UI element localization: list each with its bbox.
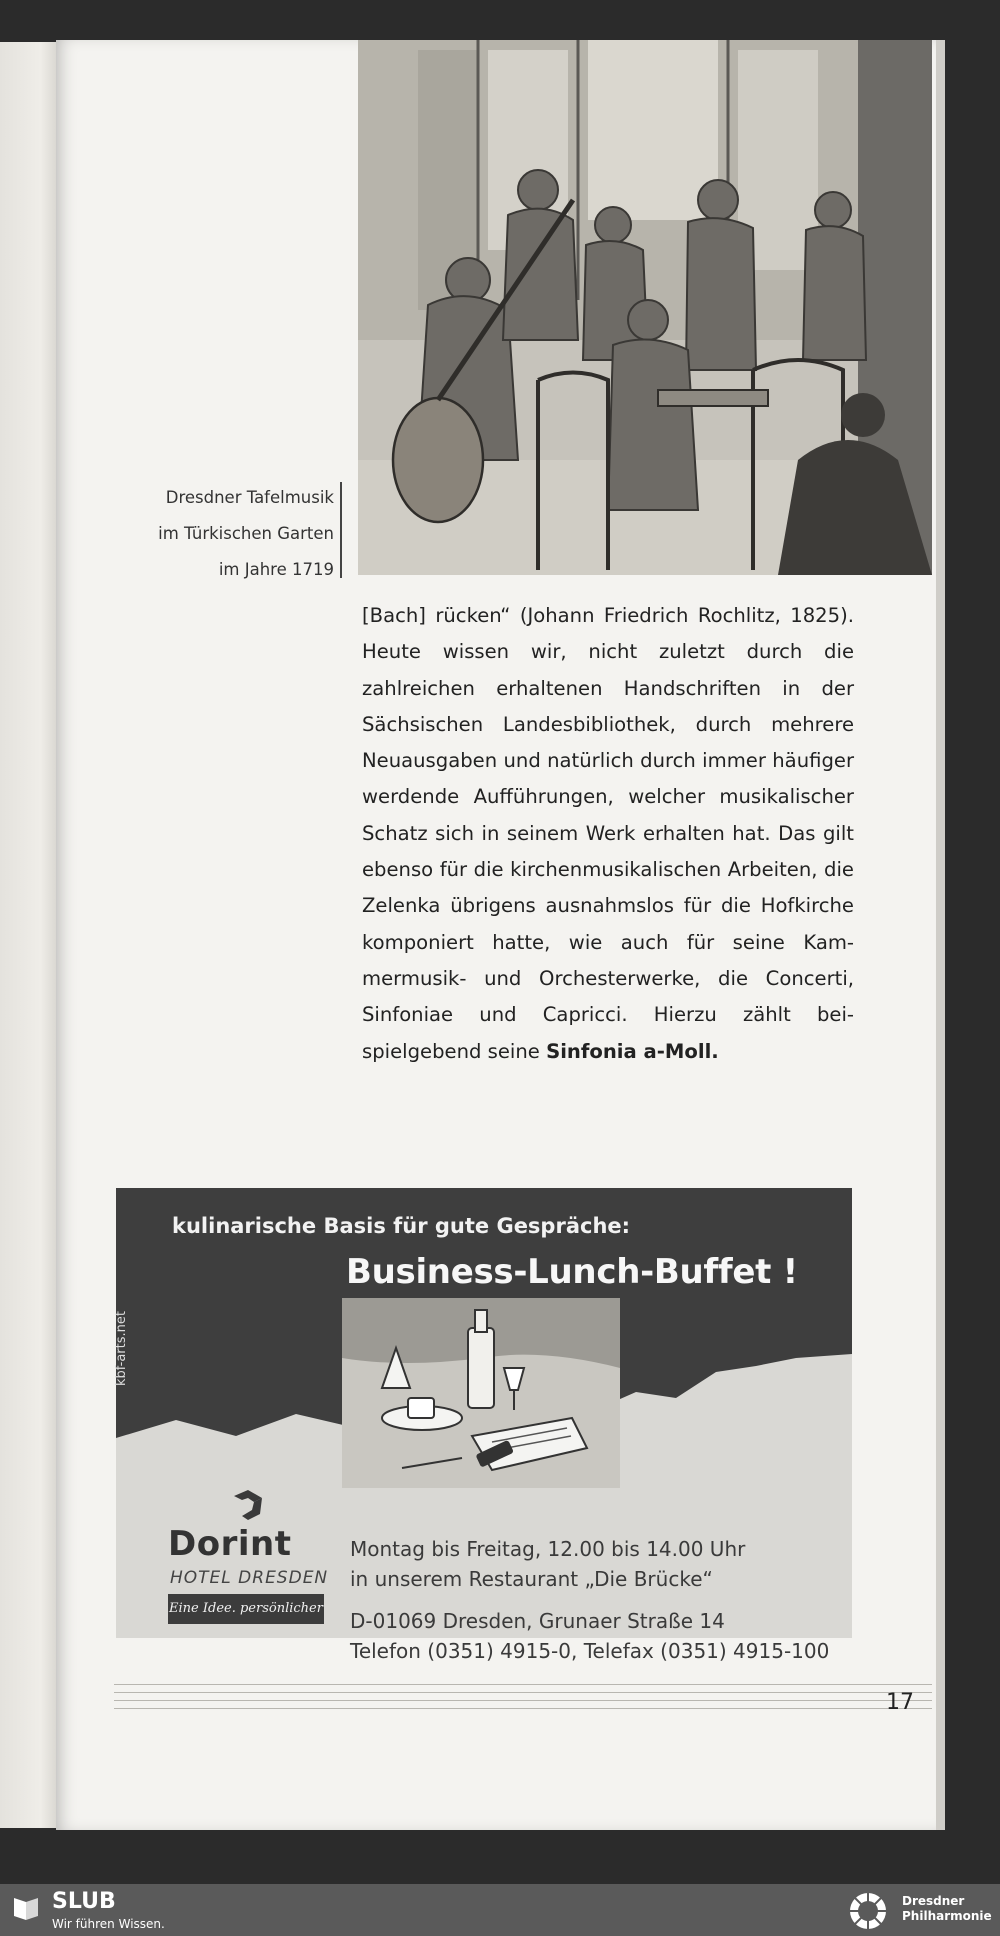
page-number: 17 xyxy=(886,1690,914,1715)
philharmonie-logo-icon xyxy=(842,1888,894,1934)
dorint-mark-icon xyxy=(230,1488,266,1522)
partner-name-line: Philharmonie xyxy=(902,1909,992,1923)
viewer-footer xyxy=(0,1884,1000,1936)
caption-divider xyxy=(340,482,342,578)
caption-line: im Jahre 1719 xyxy=(218,560,334,579)
tafelmusik-illustration xyxy=(358,40,932,575)
page-edge xyxy=(935,40,945,1830)
slub-tagline: Wir führen Wissen. xyxy=(52,1917,165,1931)
page-footer-rules xyxy=(114,1684,932,1716)
dorint-slogan: Eine Idee. persönlicher xyxy=(168,1594,324,1624)
booklet-page xyxy=(56,40,936,1830)
caption-line: im Türkischen Garten xyxy=(158,524,334,543)
hotel-advertisement xyxy=(114,1188,852,1663)
article-body xyxy=(362,598,854,1070)
ad-address: D-01069 Dresden, Grunaer Straße 14 xyxy=(350,1609,725,1633)
dorint-subtitle: HOTEL DRESDEN xyxy=(170,1568,329,1588)
dorint-logo xyxy=(168,1488,348,1618)
slub-name[interactable]: SLUB xyxy=(52,1889,116,1914)
facing-page-edge xyxy=(0,42,58,1828)
ad-credit: kbf-arts.net xyxy=(114,1311,129,1386)
article-bold-title: Sinfonia a-Moll. xyxy=(546,1039,719,1063)
lunch-illustration xyxy=(342,1298,620,1488)
article-paragraph: [Bach] rücken“ (Johann Friedrich Rochlitz, 1825). Heute wissen wir, nicht zuletzt durch die zahlreichen erhaltenen Handschriften in der Sächsischen Landesbibliothek, durch mehrere Neuausgaben und natürlich durch immer häufiger werdende Aufführungen, welcher musikalischer Schatz sich in seinem Werk erhalten hat. Das gilt ebenso für die kirchenmusikalischen Arbeiten, die Zelenka übrigens ausnahmslos für die Hofkirche komponiert hatte, wie auch für seine Kammermusik- und Orchesterwerke, die Concerti, Sinfoniae und Capricci. Hierzu zählt beispielgebend seine xyxy=(362,604,854,1063)
partner-name[interactable] xyxy=(902,1894,998,1924)
ad-contact-info xyxy=(350,1534,829,1666)
ad-restaurant: in unserem Restaurant „Die Brücke“ xyxy=(350,1567,713,1591)
book-icon xyxy=(12,1894,40,1922)
caption-line: Dresdner Tafelmusik xyxy=(165,488,334,507)
illustration-caption xyxy=(116,480,334,588)
ad-kicker: kulinarische Basis für gute Gespräche: xyxy=(172,1214,631,1238)
spacer xyxy=(350,1594,829,1606)
ad-phone: Telefon (0351) 4915-0, Telefax (0351) 4915-100 xyxy=(350,1639,830,1663)
ad-headline: Business-Lunch-Buffet ! xyxy=(346,1252,798,1292)
dorint-wordmark: Dorint xyxy=(168,1524,292,1564)
partner-name-line: Dresdner xyxy=(902,1894,965,1908)
ad-hours: Montag bis Freitag, 12.00 bis 14.00 Uhr xyxy=(350,1537,746,1561)
